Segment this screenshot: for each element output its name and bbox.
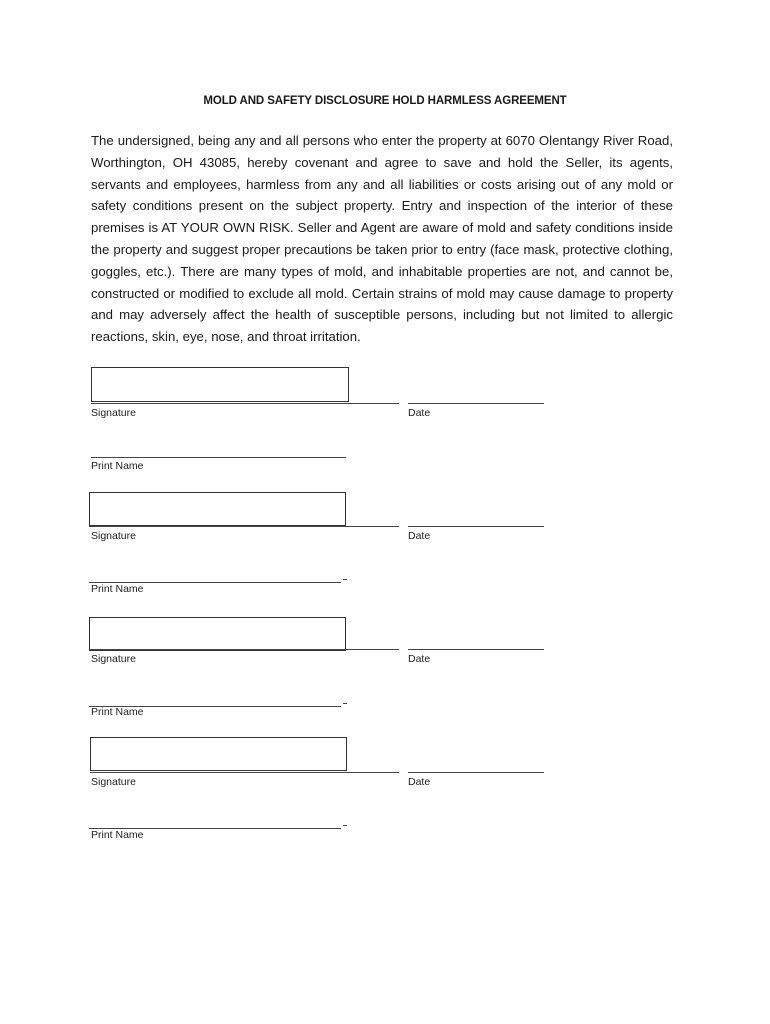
signature-field[interactable] xyxy=(90,737,347,771)
document-title: MOLD AND SAFETY DISCLOSURE HOLD HARMLESS AGREEMENT xyxy=(203,95,567,107)
signature-label: Signature xyxy=(91,407,136,419)
signature-field[interactable] xyxy=(89,492,346,526)
print-name-label: Print Name xyxy=(91,706,144,718)
signature-line xyxy=(89,649,399,650)
date-field[interactable] xyxy=(408,772,544,773)
signature-label: Signature xyxy=(91,776,136,788)
signature-field[interactable] xyxy=(89,617,346,651)
signature-line xyxy=(89,526,399,527)
line-tick xyxy=(343,703,347,704)
print-name-field[interactable] xyxy=(91,457,346,458)
date-label: Date xyxy=(408,776,431,788)
date-label: Date xyxy=(408,407,431,419)
date-field[interactable] xyxy=(408,403,544,404)
date-field[interactable] xyxy=(408,649,544,650)
print-name-label: Print Name xyxy=(91,460,144,472)
date-label: Date xyxy=(408,530,431,542)
line-tick xyxy=(343,579,347,580)
signature-line xyxy=(91,403,399,404)
print-name-label: Print Name xyxy=(91,583,144,595)
date-field[interactable] xyxy=(408,526,544,527)
signature-field[interactable] xyxy=(91,367,349,402)
signature-line xyxy=(90,772,399,773)
line-tick xyxy=(343,825,347,826)
print-name-label: Print Name xyxy=(91,829,144,841)
signature-label: Signature xyxy=(91,530,136,542)
signature-label: Signature xyxy=(91,653,136,665)
date-label: Date xyxy=(408,653,431,665)
agreement-body-text: The undersigned, being any and all persons who enter the property at 6070 Olentangy River Road, Worthington, OH 43085, hereby covenant and agree to save and hold the Seller, its agents, servants and employees, harmless from any and all liabilities or costs arising out of any mold or safety conditions present on the subject property. Entry and inspection of the interior of these premises is AT YOUR OWN RISK. Seller and Agent are aware of mold and safety conditions inside the property and suggest proper precautions be taken prior to entry (face mask, protective clothing, goggles, etc.). There are many types of mold, and inhabitable properties are not, and cannot be, constructed or modified to exclude all mold. Certain strains of mold may cause damage to property and may adversely affect the health of susceptible persons, including but not limited to allergic reactions, skin, eye, nose, and throat irritation. xyxy=(91,133,673,345)
